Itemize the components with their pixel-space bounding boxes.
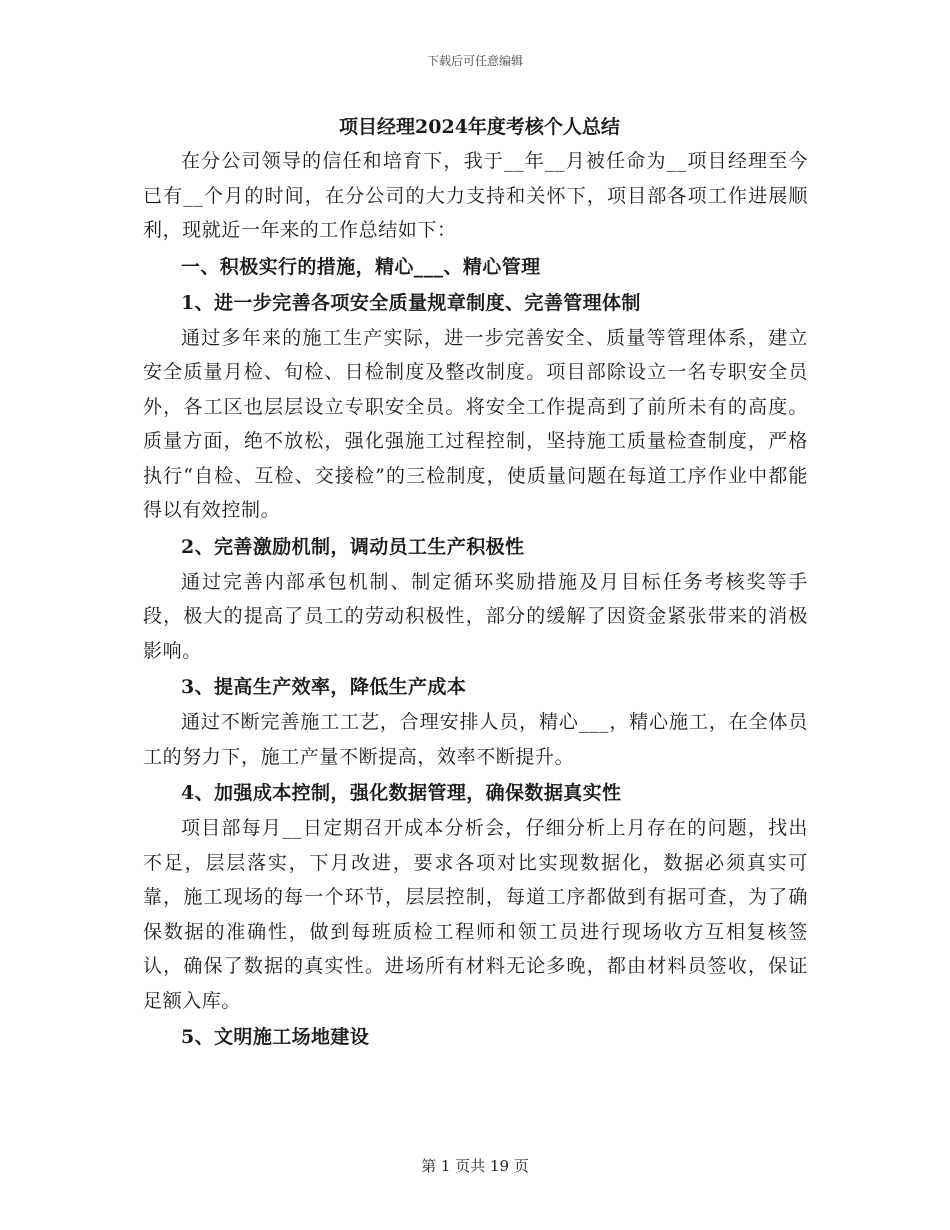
item-heading-5: 5、文明施工场地建设 [181, 1026, 370, 1048]
document-title: 项目经理2024年度考核个人总结 [339, 116, 620, 138]
intro-paragraph: 在分公司领导的信任和培育下，我于__年__月被任命为__项目经理至今已有__个月的时间，在分公司的大力支持和关怀下，项目部各项工作进展顺利，现就近一年来的工作总结如下： [143, 150, 808, 241]
item-heading-3: 3、提高生产效率，降低生产成本 [181, 676, 467, 698]
document-body [143, 110, 808, 1055]
item-body-1: 通过多年来的施工生产实际，进一步完善安全、质量等管理体系，建立安全质量月检、旬检、日检制度及整改制度。项目部除设立一名专职安全员外，各工区也层层设立专职安全员。将安全工作提高到了前所未有的高度。质量方面，绝不放松，强化强施工过程控制，坚持施工质量检查制度，严格执行“自检、互检、交接检”的三检制度，使质量问题在每道工序作业中都能得以有效控制。 [143, 326, 808, 521]
item-heading-4: 4、加强成本控制，强化数据管理，确保数据真实性 [181, 782, 622, 804]
item-body-2: 通过完善内部承包机制、制定循环奖励措施及月目标任务考核奖等手段，极大的提高了员工的劳动积极性，部分的缓解了因资金紧张带来的消极影响。 [143, 570, 808, 662]
item-body-3: 通过不断完善施工工艺，合理安排人员，精心___，精心施工，在全体员工的努力下，施工产量不断提高，效率不断提升。 [143, 711, 808, 768]
section-heading-1: 一、积极实行的措施，精心___、精心管理 [181, 255, 541, 278]
item-heading-1: 1、进一步完善各项安全质量规章制度、完善管理体制 [181, 291, 641, 314]
item-heading-2: 2、完善激励机制，调动员工生产积极性 [181, 535, 525, 558]
page-footer: 第 1 页共 19 页 [421, 1157, 529, 1175]
item-body-4: 项目部每月__日定期召开成本分析会，仔细分析上月存在的问题，找出不足，层层落实，下月改进，要求各项对比实现数据化，数据必须真实可靠，施工现场的每一个环节，层层控制，每道工序都做到有据可查，为了确保数据的准确性，做到每班质检工程师和领工员进行现场收方互相复核签认，确保了数据的真实性。进场所有材料无论多晚，都由材料员签收，保证足额入库。 [143, 817, 808, 1012]
page-header: 下载后可任意编辑 [426, 54, 523, 68]
